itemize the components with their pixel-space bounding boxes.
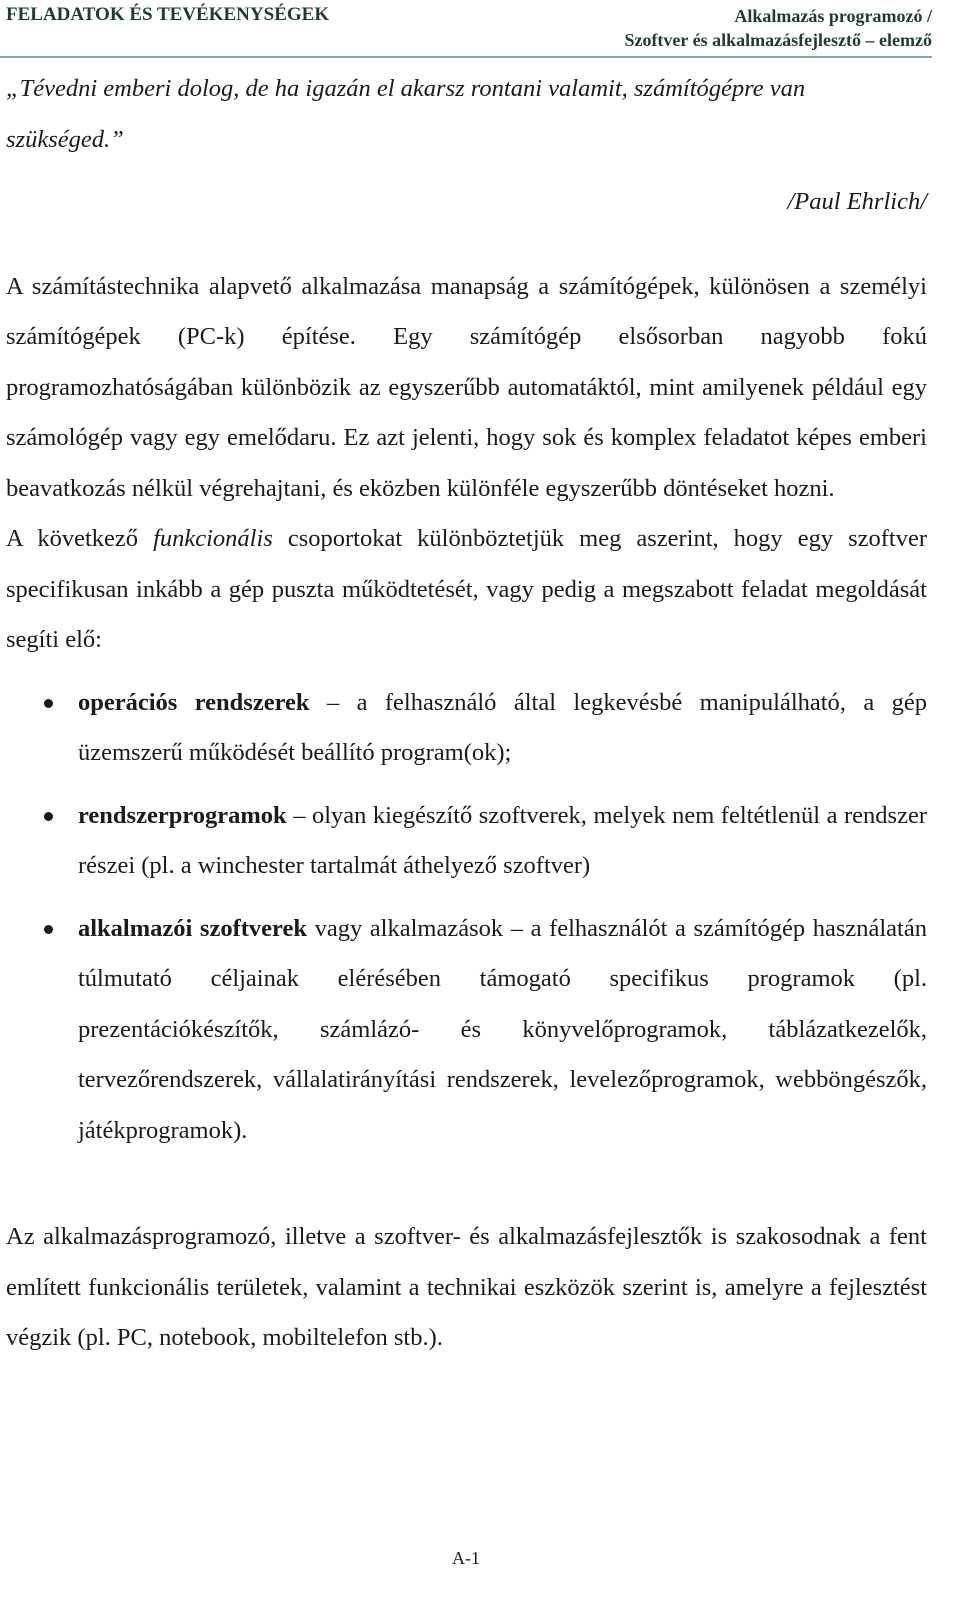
list-item-description: – olyan kiegészítő szoftverek, melyek nem feltétlenül a rendszer részei (pl. a winchester tartalmát áthelyező szoftver) — [78, 801, 927, 879]
list-item-term: alkalmazói szoftverek — [78, 914, 307, 942]
bullet-icon — [44, 925, 53, 934]
list-item-term: operációs rendszerek — [78, 688, 310, 716]
page-number: A-1 — [452, 1548, 480, 1568]
quote-text: „Tévedni emberi dolog, de ha igazán el akarsz rontani valamit, számítógépre van szükséged.” — [6, 75, 806, 153]
final-paragraph: Az alkalmazásprogramozó, illetve a szoftver- és alkalmazásfejlesztők is szakosodnak a fent említett funkcionális területek, valamint a technikai eszközök szerint is, amelyre a fejlesztést végzik (pl. PC, notebook, mobiltelefon stb.). — [6, 1223, 927, 1351]
header-section-title: FELADATOK ÉS TEVÉKENYSÉGEK — [6, 4, 330, 25]
header-course-line-2: Szoftver és alkalmazásfejlesztő – elemző — [624, 30, 932, 50]
quote-author: /Paul Ehrlich/ — [787, 188, 927, 215]
page-header — [0, 0, 960, 62]
bullet-icon — [44, 812, 53, 821]
header-divider — [0, 56, 932, 58]
list-item-operating-systems — [6, 678, 927, 779]
intro-paragraph: A számítástechnika alapvető alkalmazása manapság a számítógépek, különösen a személyi számítógépek (PC-k) építése. Egy számítógép elsősorban nagyobb fokú programozhatóságában különbözik az egyszerűbb automatáktól, mint amilyenek például egy számológép vagy egy emelődaru. Ez azt jelenti, hogy sok és komplex feladatot képes emberi beavatkozás nélkül végrehajtani, és eközben különféle egyszerűbb döntéseket hozni. — [6, 272, 927, 502]
list-item-description: vagy alkalmazások – a felhasználót a számítógép használatán túlmutató céljainak elérésében támogató specifikus programok (pl. prezentációkészítők, számlázó- és könyvelőprogramok, táblázatkezelők, tervezőrendszerek, vállalatirányítási rendszerek, levelezőprogramok, webböngészők, játékprogramok). — [78, 914, 927, 1144]
functional-emphasis: funkcionális — [153, 525, 273, 552]
list-item-application-software — [6, 904, 927, 1157]
header-course-title — [624, 4, 932, 52]
functional-paragraph-end: csoportokat különböztetjük meg aszerint, hogy egy szoftver specifikusan inkább a gép puszta működtetését, vagy pedig a megszabott feladat megoldását segíti elő: — [6, 525, 927, 653]
bullet-icon — [44, 699, 53, 708]
list-item-description: – a felhasználó által legkevésbé manipulálható, a gép üzemszerű működését beállító program(ok); — [78, 688, 927, 766]
functional-paragraph — [6, 514, 927, 666]
list-item-system-programs — [6, 791, 927, 892]
list-item-term: rendszerprogramok — [78, 801, 287, 829]
functional-paragraph-start: A következő — [6, 525, 154, 552]
header-course-line-1: Alkalmazás programozó / — [734, 6, 932, 26]
software-categories-list — [6, 678, 927, 1157]
page-content — [6, 64, 927, 1364]
